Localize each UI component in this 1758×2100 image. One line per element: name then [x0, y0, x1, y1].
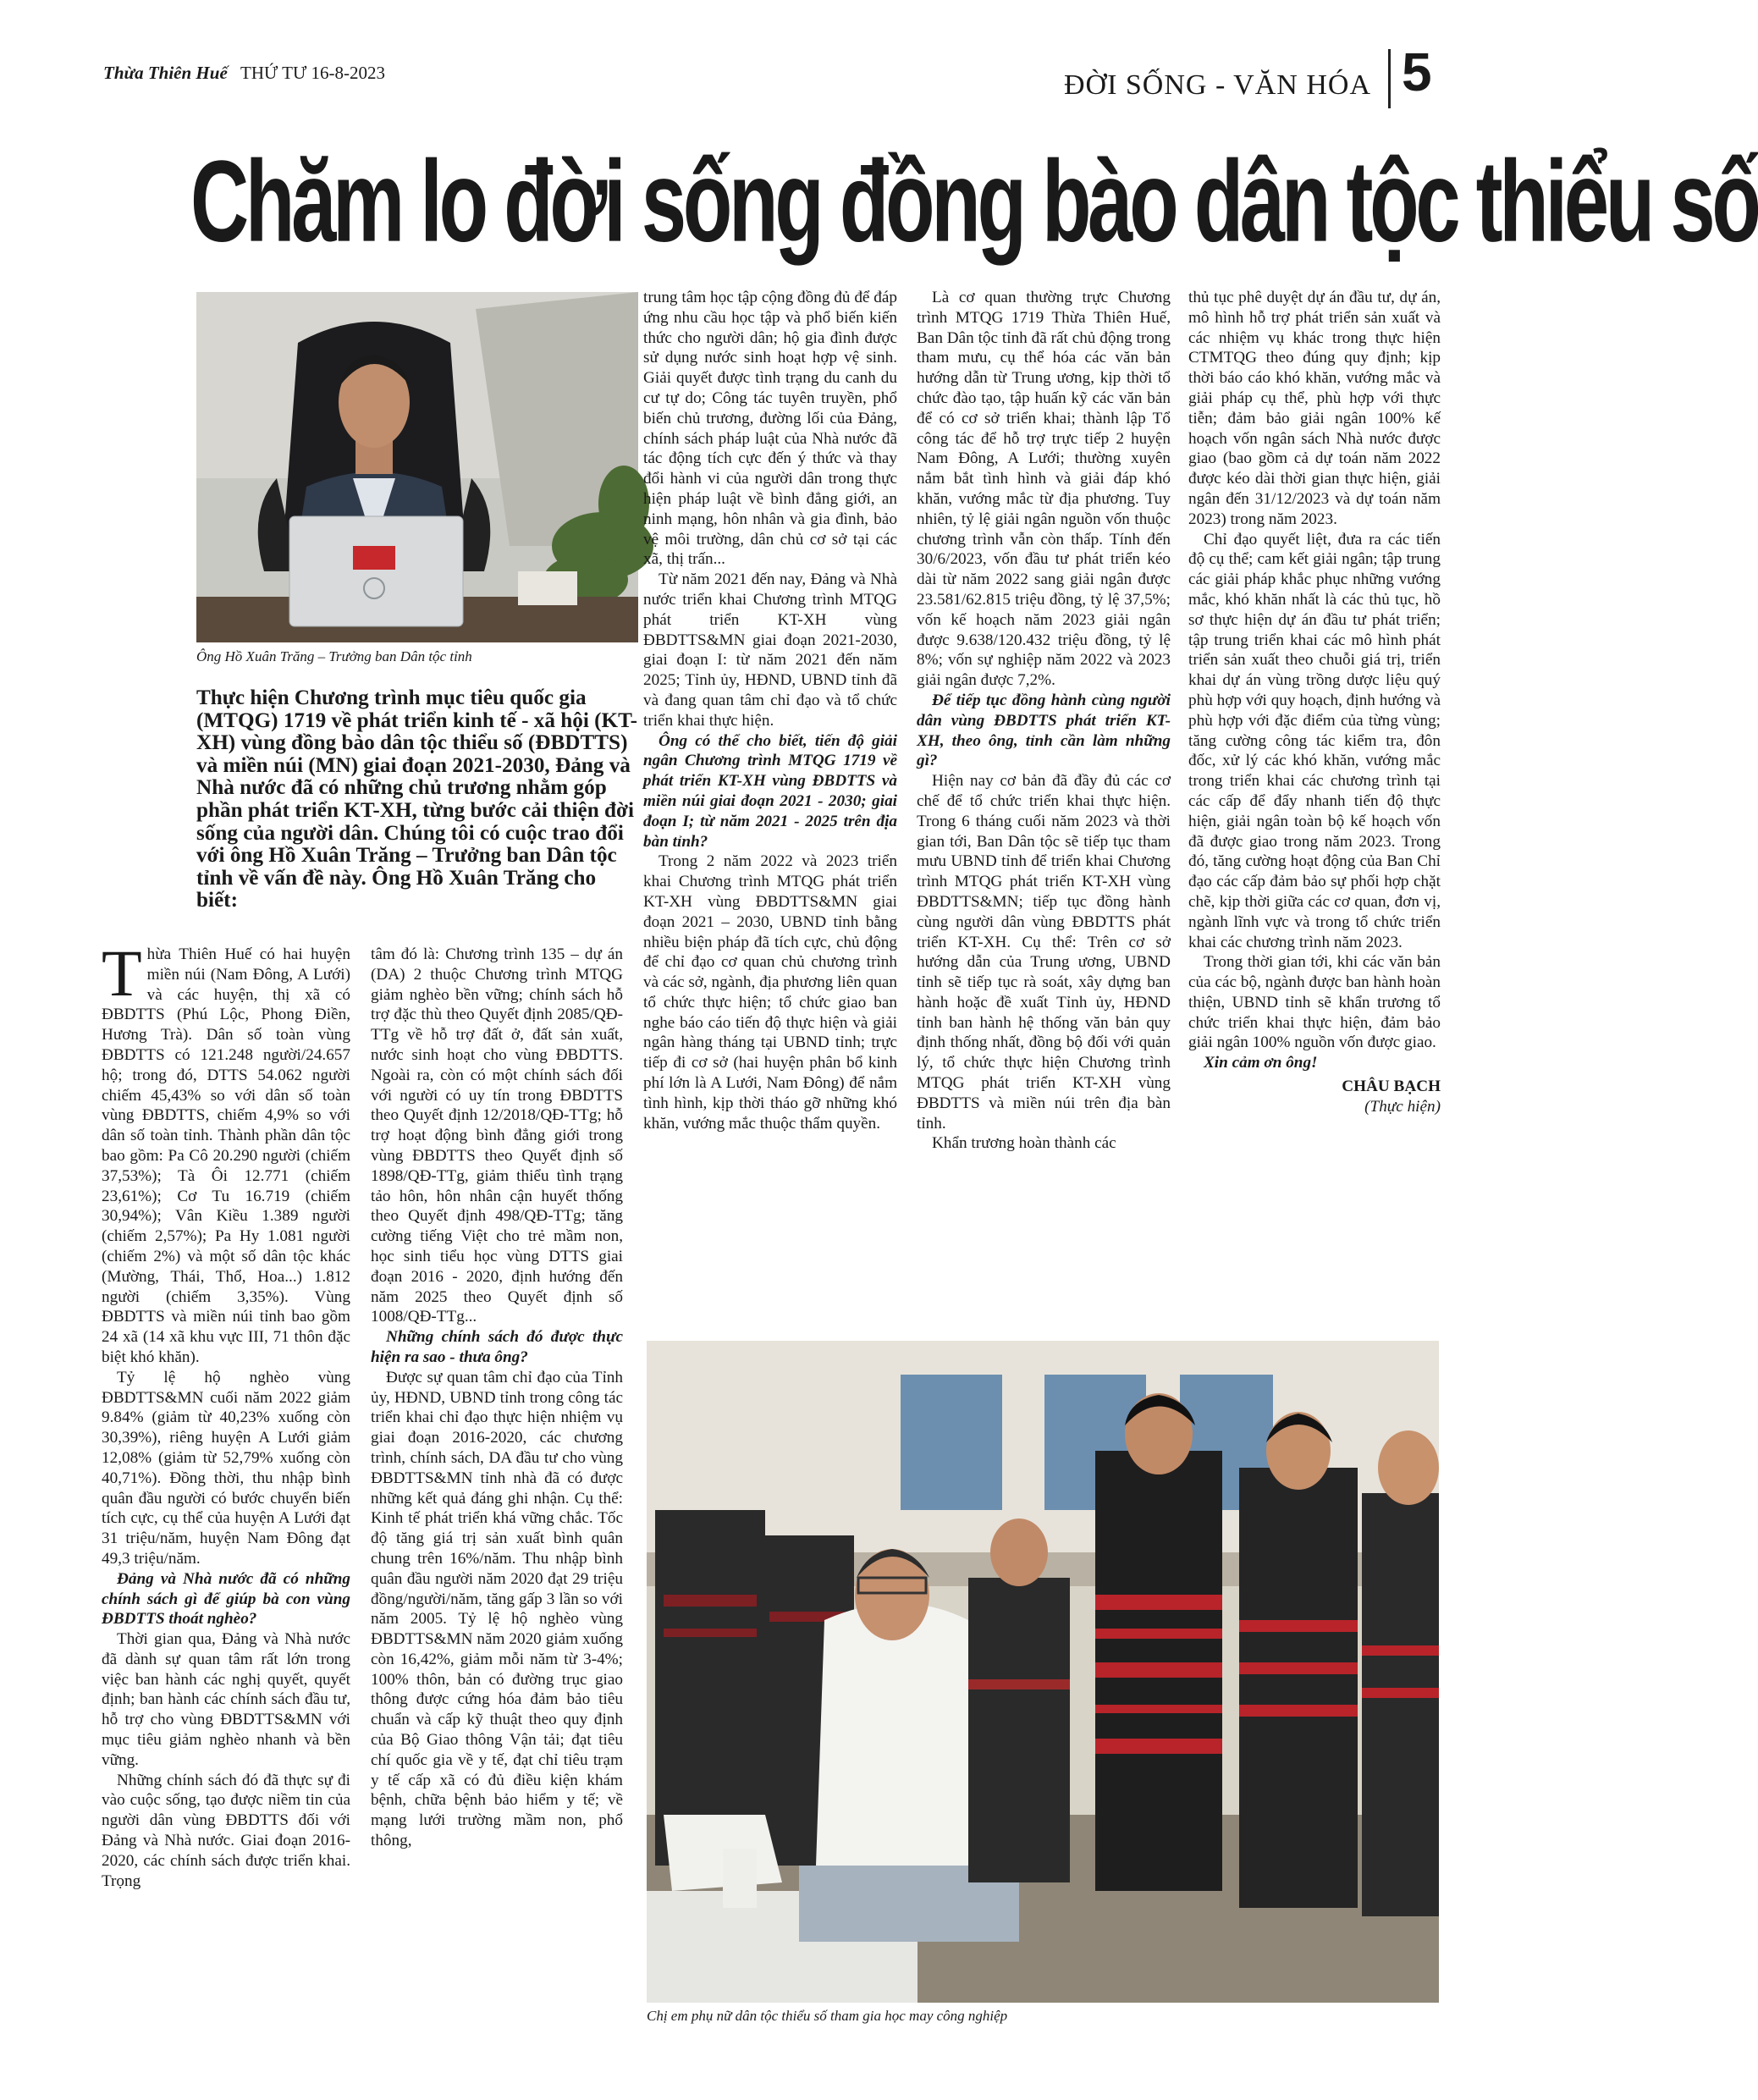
article-column-5: [1188, 288, 1441, 1314]
photo2-caption: Chị em phụ nữ dân tộc thiểu số tham gia học may công nghiệp: [647, 2008, 1008, 2024]
paragraph: tâm đó là: Chương trình 135 – dự án (DA) 2 thuộc Chương trình MTQG giảm nghèo bền vững; chính sách hỗ trợ đặc thù theo Quyết định 2085/QĐ-TTg về hỗ trợ đất ở, đất sản xuất, nước sinh hoạt cho vùng ĐBDTTS. Ngoài ra, còn có một chính sách đối với người có uy tín trong ĐBDTTS theo Quyết định 12/2018/QĐ-TTg; hỗ trợ hoạt động bình đẳng giới trong vùng ĐBDTTS theo Quyết định số 1898/QĐ-TTg, giảm thiểu tình trạng tảo hôn, hôn nhân cận huyết thống theo Quyết định 498/QĐ-TTg; tăng cường tiếng Việt cho trẻ mầm non, học sinh tiểu học vùng DTTS giai đoạn 2016 - 2020, định hướng đến năm 2025 theo Quyết định số 1008/QĐ-TTg...: [371, 945, 623, 1326]
article-column-3: [643, 288, 897, 1314]
issue-date: THỨ TƯ 16-8-2023: [240, 63, 386, 83]
article-column-2: [371, 945, 623, 2075]
paragraph: Trong 2 năm 2022 và 2023 triển khai Chương trình MTQG phát triển KT-XH vùng ĐBDTTS&MN giai đoạn 2021 – 2030, UBND tỉnh bằng nhiều biện pháp đã tích cực, chủ động để chỉ đạo cơ quan chủ chương trình và các sở, ngành, địa phương liên quan tổ chức thực hiện; tổ chức giao ban nghe báo cáo tiến độ thực hiện và giải ngân hàng tháng tại UBND tỉnh; trực tiếp đi cơ sở (hai huyện phân bổ kinh phí lớn là A Lưới, Nam Đông) để nắm tình hình, kịp thời tháo gỡ những khó khăn, vướng mắc thuộc thẩm quyền.: [643, 852, 897, 1133]
photo-sewing-class: [647, 1341, 1439, 2003]
paragraph: Hiện nay cơ bản đã đầy đủ các cơ chế để tổ chức triển khai thực hiện. Trong 6 tháng cuối năm 2023 và thời gian tới, Ban Dân tộc sẽ tiếp tục tham mưu UBND tỉnh để triển khai Chương trình MTQG phát triển KT-XH vùng ĐBDTTS&MN; tiếp tục đồng hành cùng người dân vùng ĐBDTTS phát triển KT-XH. Cụ thể: Trên cơ sở hướng dẫn của Trung ương, UBND tỉnh sẽ tiếp tục rà soát, xây dựng ban hành hoặc đề xuất Tỉnh ủy, HĐND tỉnh ban hành hệ thống văn bản quy định thống nhất, đồng bộ đối với quản lý, tổ chức thực hiện Chương trình MTQG phát triển KT-XH vùng ĐBDTTS và miền núi trên địa bàn tỉnh.: [917, 772, 1171, 1133]
paragraph: Khẩn trương hoàn thành các: [932, 1134, 1116, 1153]
paragraph: Từ năm 2021 đến nay, Đảng và Nhà nước triển khai Chương trình MTQG phát triển KT-XH vùng ĐBDTTS&MN giai đoạn 2021-2030, giai đoạn I: từ năm 2021 đến năm 2025; Tỉnh ủy, HĐND, UBND tỉnh đã và đang quan tâm chỉ đạo và tổ chức triển khai thực hiện.: [643, 570, 897, 730]
paragraph: Được sự quan tâm chỉ đạo của Tỉnh ủy, HĐND, UBND tỉnh trong công tác triển khai chỉ đạo thực hiện nhiệm vụ giai đoạn 2016-2020, các chương trình, chính sách, DA đầu tư cho vùng ĐBDTTS&MN tỉnh nhà đã có được những kết quả đáng ghi nhận. Cụ thể: Kinh tế phát triển khá vững chắc. Tốc độ tăng giá trị sản xuất bình quân chung trên 16%/năm. Thu nhập bình quân đầu người năm 2020 đạt 29 triệu đồng/người/năm, tăng gấp 3 lần so với năm 2005. Tỷ lệ hộ nghèo vùng ĐBDTTS&MN năm 2020 giảm xuống còn 16,42%, giảm mỗi năm từ 3-4%; 100% thôn, bản có đường trục giao thông được cứng hóa đảm bảo tiêu chuẩn và cấp kỹ thuật theo quy định của Bộ Giao thông Vận tải; đạt tiêu chí quốc gia về y tế, đạt chỉ tiêu trạm y tế cấp xã có đủ điều kiện khám bệnh, chữa bệnh bảo hiểm y tế; về mạng lưới trường mầm non, phổ thông,: [371, 1368, 623, 1850]
paragraph-text: hừa Thiên Huế có hai huyện miền núi (Nam Đông, A Lưới) và các huyện, thị xã có ĐBDTTS (Phú Lộc, Phong Điền, Hương Trà). Dân số toàn vùng ĐBDTTS có 121.248 người/24.657 hộ; trong đó, DTTS 54.062 người chiếm 45,43% so với dân số toàn vùng ĐBDTTS, chiếm 4,9% so với dân số toàn tỉnh. Thành phần dân tộc bao gồm: Pa Cô 20.290 người (chiếm 37,53%); Tà Ôi 12.771 (chiếm 23,61%); Cơ Tu 16.719 (chiếm 30,94%); Vân Kiều 1.389 người (chiếm 2,57%); Pa Hy 1.081 người (chiếm 2%) và một số dân tộc khác (Mường, Thái, Thổ, Hoa...) 1.812 người (chiếm 3,35%). Vùng ĐBDTTS và miền núi tỉnh bao gồm 24 xã (14 xã khu vực III, 71 thôn đặc biệt khó khăn).: [102, 945, 350, 1366]
author-note: (Thực hiện): [1364, 1097, 1441, 1116]
paragraph: Tỷ lệ hộ nghèo vùng ĐBDTTS&MN cuối năm 2022 giảm 9.84% (giảm từ 40,23% xuống còn 30,39%), riêng huyện A Lưới giảm 12,08% (giảm từ 52,79% xuống còn 40,71%). Đồng thời, thu nhập bình quân đầu người có bước chuyển biến tích cực, cụ thể của huyện A Lưới đạt 31 triệu/năm, huyện Nam Đông đạt 49,3 triệu/năm.: [102, 1368, 350, 1568]
paragraph: [102, 936, 350, 1368]
closing-thanks: Xin cảm ơn ông!: [1204, 1054, 1318, 1072]
paragraph: trung tâm học tập cộng đồng đủ để đáp ứng nhu cầu học tập và phổ biến kiến thức cho người dân; hộ gia đình được sử dụng nước sinh hoạt hợp vệ sinh. Giải quyết được tình trạng du canh du cư tự do; Công tác tuyên truyền, phổ biến chủ trương, đường lối của Đảng, chính sách pháp luật của Nhà nước đã tác động tích cực đến ý thức và thay đổi hành vi của người dân trong thực hiện pháp luật về bình đẳng giới, an ninh mạng, hôn nhân và gia đình, bảo vệ môi trường, dân chủ cơ sở tại các xã, thị trấn...: [643, 289, 897, 569]
paragraph: Là cơ quan thường trực Chương trình MTQG 1719 Thừa Thiên Huế, Ban Dân tộc tỉnh đã rất chủ động trong tham mưu, cụ thể hóa các văn bản hướng dẫn từ Trung ương, kịp thời tổ chức đào tạo, tập huấn kỹ các văn bản để có cơ sở triển khai; thành lập Tổ công tác để hỗ trợ trực tiếp 2 huyện Nam Đông, A Lưới; thường xuyên nắm bắt tình hình và giải đáp khó khăn, vướng mắc từ địa phương. Tuy nhiên, tỷ lệ giải ngân nguồn vốn thuộc chương trình vẫn còn thấp. Tính đến 30/6/2023, vốn đầu tư phát triển kéo dài từ năm 2022 sang giải ngân được 23.581/62.815 triệu đồng, tỷ lệ 37,5%; vốn kế hoạch năm 2023 giải ngân được 9.638/120.432 triệu đồng, tỷ lệ 8%; vốn sự nghiệp năm 2022 và 2023 giải ngân được 7,2%.: [917, 289, 1171, 690]
photo1-caption: Ông Hồ Xuân Trăng – Trưởng ban Dân tộc tỉnh: [196, 648, 472, 664]
paragraph: thủ tục phê duyệt dự án đầu tư, dự án, mô hình hỗ trợ phát triển sản xuất và các nhiệm vụ khác trong thực hiện CTMTQG theo đúng quy định; kịp thời báo cáo khó khăn, vướng mắc và giải pháp cụ thể, phù hợp với thực tiễn; đảm bảo giải ngân 100% kế hoạch vốn ngân sách Nhà nước được giao (bao gồm cả dự toán năm 2022 được kéo dài thời gian thực hiện, giải ngân đến 31/12/2023 và dự toán năm 2023) trong năm 2023.: [1188, 289, 1441, 528]
paragraph: Những chính sách đó đã thực sự đi vào cuộc sống, tạo được niềm tin của người dân vùng ĐBDTTS đối với Đảng và Nhà nước. Giai đoạn 2016-2020, các chính sách được triển khai. Trọng: [102, 1771, 350, 1890]
article-lead: Thực hiện Chương trình mục tiêu quốc gia (MTQG) 1719 về phát triển kinh tế - xã hội (KT-XH) vùng đồng bào dân tộc thiểu số (ĐBDTTS) và miền núi (MN) giai đoạn 2021-2030, Đảng và Nhà nước đã có những chủ trương nhằm góp phần phát triển KT-XH, từng bước cải thiện đời sống của người dân. Chúng tôi có cuộc trao đổi với ông Hồ Xuân Trăng – Trưởng ban Dân tộc tỉnh về vấn đề này. Ông Hồ Xuân Trăng cho biết:: [196, 686, 638, 912]
paragraph: Thời gian qua, Đảng và Nhà nước đã dành sự quan tâm rất lớn trong việc ban hành các nghị quyết, quyết định; ban hành các chính sách đầu tư, hỗ trợ cho vùng ĐBDTTS&MN với mục tiêu giảm nghèo nhanh và bền vững.: [102, 1630, 350, 1769]
paragraph: Chỉ đạo quyết liệt, đưa ra các tiến độ cụ thể; cam kết giải ngân; tập trung các giải pháp khắc phục những vướng mắc, khó khăn nhất là các thủ tục, hồ sơ thực hiện dự án đầu tư phát triển; tập trung triển khai các mô hình phát triển sản xuất theo chuỗi giá trị, triển khai dự án vùng trồng dược liệu quý phù hợp với quy hoạch, định hướng và phù hợp với đặc điểm của từng vùng; tăng cường công tác kiểm tra, đôn đốc, xử lý các khó khăn, vướng mắc trong triển khai các chương trình tại các cấp để đẩy nhanh tiến độ thực hiện, giải ngân toàn bộ kế hoạch vốn đã được giao trong năm 2023. Trong đó, tăng cường hoạt động của Ban Chỉ đạo các cấp đảm bảo sự phối hợp chặt chẽ, kịp thời giữa các cơ quan, đơn vị, ngành lĩnh vực và trong tổ chức triển khai các chương trình năm 2023.: [1188, 530, 1441, 951]
article-column-4: [917, 288, 1171, 1314]
headline: [190, 136, 1758, 269]
masthead: [103, 63, 385, 84]
headline-text: Chăm lo đời sống đồng bào dân tộc thiểu số: [190, 136, 1758, 266]
paragraph: Trong thời gian tới, khi các văn bản của các bộ, ngành được ban hành hoàn thiện, UBND tỉnh sẽ khẩn trương tổ chức triển khai thực hiện, đảm bảo giải ngân 100% nguồn vốn được giao.: [1188, 953, 1441, 1052]
interview-question: Ông có thể cho biết, tiến độ giải ngân Chương trình MTQG 1719 về phát triển KT-XH vùng ĐBDTTS và miền núi giai đoạn 2021 - 2030; giai đoạn I; từ năm 2021 - 2025 trên địa bàn tỉnh?: [643, 731, 897, 851]
article-column-1: [102, 936, 350, 2075]
interview-question: Đảng và Nhà nước đã có những chính sách gì để giúp bà con vùng ĐBDTTS thoát nghèo?: [102, 1569, 350, 1629]
interview-question: Để tiếp tục đồng hành cùng người dân vùng ĐBDTTS phát triển KT-XH, theo ông, tỉnh cần làm những gì?: [917, 691, 1171, 770]
author-byline: CHÂU BẠCH: [1342, 1078, 1441, 1096]
page-number: 5: [1402, 41, 1432, 102]
interview-question: Những chính sách đó được thực hiện ra sao - thưa ông?: [371, 1328, 623, 1366]
drop-cap: T: [102, 936, 142, 1010]
header-divider: [1388, 49, 1391, 108]
paper-name: Thừa Thiên Huế: [103, 63, 228, 83]
photo-official: [196, 292, 638, 642]
section-title: ĐỜI SỐNG - VĂN HÓA: [1063, 69, 1371, 101]
